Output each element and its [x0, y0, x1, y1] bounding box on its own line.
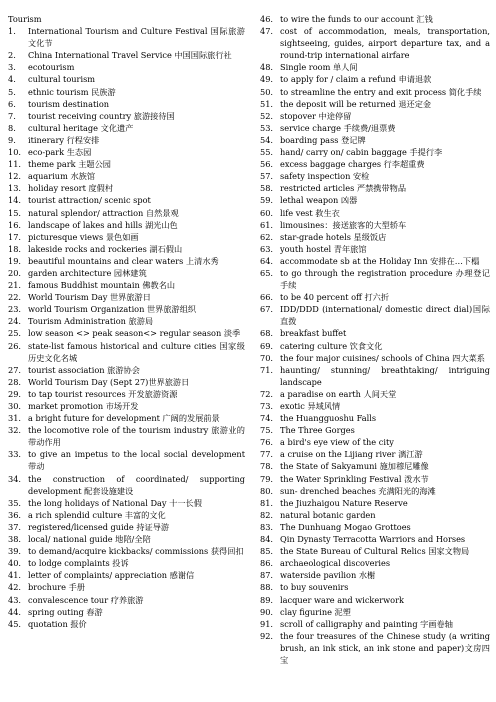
list-item: [260, 460, 490, 472]
item-text: the State Bureau of Cultural Relics 国家文物局: [280, 546, 470, 557]
list-item: [260, 497, 490, 509]
item-number: 84.: [260, 534, 274, 545]
item-text: world Tourism Organization 世界旅游组织: [28, 304, 197, 315]
item-number: 89.: [260, 594, 274, 605]
item-number: 85.: [260, 546, 274, 557]
item-text: cost of accommodation, meals, transportation, sightseeing, guides, airport departure tax, and a round-trip international airfare: [280, 26, 490, 61]
item-text: stopover 中途停留: [280, 110, 352, 121]
item-number: 58.: [260, 183, 274, 194]
item-number: 66.: [260, 292, 274, 303]
item-number: 1.: [8, 26, 16, 37]
list-item: [260, 340, 490, 352]
item-number: 53.: [260, 122, 274, 133]
item-number: 67.: [260, 304, 274, 315]
list-item: [8, 315, 245, 327]
item-number: 61.: [260, 219, 274, 230]
list-item: [260, 448, 490, 460]
list-item: [260, 606, 490, 618]
item-text: China International Travel Service 中国国际旅行社: [28, 50, 232, 61]
list-item: [8, 86, 245, 98]
item-number: 54.: [260, 134, 274, 145]
list-item: [8, 424, 245, 448]
item-text: quotation 报价: [28, 618, 87, 629]
list-item: [260, 25, 490, 61]
item-number: 86.: [260, 558, 274, 569]
item-number: 39.: [8, 546, 22, 557]
item-text: to give an impetus to the local social development 带动: [28, 449, 245, 472]
list-item: [260, 557, 490, 569]
list-item: [260, 231, 490, 243]
list-item: [8, 545, 245, 557]
list-item: [8, 134, 245, 146]
list-item: [260, 424, 490, 436]
list-item: [8, 73, 245, 85]
item-number: 7.: [8, 110, 16, 121]
item-text: the Huangguoshu Falls: [280, 413, 377, 424]
list-item: [260, 86, 490, 98]
list-item: [260, 182, 490, 194]
item-text: cultural tourism: [28, 74, 96, 85]
item-number: 56.: [260, 159, 274, 170]
item-text: the Water Sprinkling Festival 泼水节: [280, 473, 429, 484]
item-number: 29.: [8, 388, 22, 399]
item-text: service charge 手续费/退票费: [280, 122, 396, 133]
item-text: to buy souvenirs: [280, 582, 349, 593]
list-item: [8, 327, 245, 339]
item-text: holiday resort 度假村: [28, 183, 114, 194]
item-text: itinerary 行程安排: [28, 134, 100, 145]
list-item: [260, 219, 490, 231]
item-number: 46.: [260, 14, 274, 24]
item-number: 51.: [260, 98, 274, 109]
item-text: Single room 单人间: [280, 62, 358, 73]
item-text: International Tourism and Culture Festival 国际旅游文化节: [28, 26, 245, 49]
item-number: 87.: [260, 570, 274, 581]
item-number: 12.: [8, 171, 22, 182]
list-item: [8, 243, 245, 255]
item-text: theme park 主题公园: [28, 159, 111, 170]
item-text: tourist attraction/ scenic spot: [28, 195, 151, 206]
item-number: 62.: [260, 231, 274, 242]
item-text: Tourism Administration 旅游局: [28, 316, 154, 327]
item-number: 36.: [8, 509, 22, 520]
item-text: aquarium 水族馆: [28, 171, 96, 182]
item-text: to go through the registration procedure 办理登记手续: [280, 267, 490, 291]
list-item: [260, 73, 490, 85]
item-text: famous Buddhist mountain 佛教名山: [28, 280, 176, 291]
item-text: eco-park 生态园: [28, 147, 92, 158]
item-number: 27.: [8, 364, 22, 375]
item-text: hand/ carry on/ cabin baggage 手提行李: [280, 147, 443, 158]
item-number: 31.: [8, 413, 22, 424]
list-item: [260, 364, 490, 388]
item-text: to wire the funds to our account 汇钱: [280, 14, 433, 24]
item-text: ecotourism: [28, 62, 75, 73]
left-column: [8, 13, 245, 630]
item-text: star-grade hotels 星级饭店: [280, 231, 387, 242]
item-number: 37.: [8, 521, 22, 532]
list-item: [8, 497, 245, 509]
item-text: the construction of coordinated/ supporting development 配套设施建设: [28, 473, 245, 496]
item-number: 45.: [8, 618, 22, 629]
item-text: the Jiuzhaigou Nature Reserve: [280, 497, 408, 508]
item-number: 60.: [260, 207, 274, 218]
item-text: the deposit will be returned 退还定金: [280, 98, 432, 109]
item-number: 49.: [260, 74, 274, 85]
list-item: [260, 630, 490, 666]
list-item: [260, 521, 490, 533]
item-number: 16.: [8, 219, 22, 230]
item-text: excess baggage charges 行李超重费: [280, 159, 425, 170]
item-number: 72.: [260, 388, 274, 399]
list-item: [8, 557, 245, 569]
item-number: 24.: [8, 316, 22, 327]
item-number: 28.: [8, 376, 22, 387]
list-item: [8, 606, 245, 618]
list-item: [260, 569, 490, 581]
item-text: The Three Gorges: [280, 425, 355, 436]
list-item: [8, 473, 245, 497]
list-item: [8, 158, 245, 170]
item-number: 21.: [8, 280, 22, 291]
item-text: sun- drenched beaches 充满阳光的海滩: [280, 485, 436, 496]
item-text: market promotion 市场开发: [28, 401, 139, 411]
list-item: [8, 255, 245, 267]
list-item: [8, 122, 245, 134]
list-item: [8, 267, 245, 279]
list-item: [260, 255, 490, 267]
list-item: [8, 98, 245, 110]
item-number: 33.: [8, 449, 22, 460]
item-number: 83.: [260, 521, 274, 532]
list-item: [8, 618, 245, 630]
list-item: [8, 61, 245, 73]
list-item: [260, 194, 490, 206]
list-item: [8, 231, 245, 243]
list-item: [260, 110, 490, 122]
item-text: ethnic tourism 民族游: [28, 86, 116, 97]
item-text: IDD/DDD (international/ domestic direct dial)国际直拨: [280, 304, 490, 327]
item-text: exotic 异域风情: [280, 401, 341, 411]
item-number: 41.: [8, 570, 22, 581]
item-text: restricted articles 严禁携带物品: [280, 183, 407, 194]
list-item: [8, 569, 245, 581]
list-item: [260, 303, 490, 327]
list-item: [8, 194, 245, 206]
item-text: cultural heritage 文化遗产: [28, 122, 134, 133]
item-number: 13.: [8, 183, 22, 194]
item-number: 77.: [260, 449, 274, 460]
item-text: a cruise on the Lijiang river 漓江游: [280, 449, 423, 460]
item-text: brochure 手册: [28, 582, 85, 593]
item-number: 44.: [8, 606, 22, 617]
list-item: [8, 25, 245, 49]
list-item: [260, 473, 490, 485]
list-item: [260, 412, 490, 424]
item-number: 48.: [260, 62, 274, 73]
item-number: 52.: [260, 110, 274, 121]
item-text: tourist receiving country 旅游接待国: [28, 110, 175, 121]
item-number: 42.: [8, 582, 22, 593]
list-item: [8, 594, 245, 606]
list-item: [8, 533, 245, 545]
item-text: limousines：接送旅客的大型轿车: [280, 219, 407, 230]
item-text: the long holidays of National Day 十一长假: [28, 497, 202, 508]
item-text: youth hostel 青年旅馆: [280, 243, 367, 254]
vocabulary-list-left: [8, 25, 245, 630]
list-item: [260, 146, 490, 158]
item-text: the locomotive role of the tourism industry 旅游业的带动作用: [28, 425, 245, 448]
item-number: 80.: [260, 485, 274, 496]
item-number: 17.: [8, 231, 22, 242]
item-number: 35.: [8, 497, 22, 508]
list-item: [260, 170, 490, 182]
item-number: 34.: [8, 473, 22, 484]
item-text: breakfast buffet: [280, 328, 347, 339]
item-text: to lodge complaints 投诉: [28, 558, 129, 569]
item-text: to be 40 percent off 打六折: [280, 292, 390, 303]
list-item: [8, 146, 245, 158]
list-item: [260, 134, 490, 146]
list-item: [8, 291, 245, 303]
item-number: 5.: [8, 86, 16, 97]
item-number: 50.: [260, 86, 274, 97]
item-text: haunting/ stunning/ breathtaking/ intriguing landscape: [280, 364, 490, 387]
list-item: [260, 400, 490, 412]
item-number: 26.: [8, 340, 22, 351]
list-item: [8, 207, 245, 219]
item-number: 22.: [8, 292, 22, 303]
list-item: [260, 388, 490, 400]
item-text: the four treasures of the Chinese study (a writing brush, an ink stick, an ink stone and paper)文房四宝: [280, 630, 490, 665]
item-text: natural splendor/ attraction 自然景观: [28, 207, 179, 218]
item-text: lethal weapon 凶器: [280, 195, 358, 206]
item-number: 79.: [260, 473, 274, 484]
list-item: [8, 170, 245, 182]
item-number: 76.: [260, 437, 274, 448]
list-item: [8, 303, 245, 315]
item-text: a bright future for development 广阔的发展前景: [28, 413, 220, 424]
item-text: the four major cuisines/ schools of China 四大菜系: [280, 352, 485, 363]
item-text: spring outing 春游: [28, 606, 103, 617]
list-item: [260, 13, 490, 25]
list-item: [260, 243, 490, 255]
item-text: to streamline the entry and exit process 简化手续: [280, 86, 482, 97]
item-number: 14.: [8, 195, 22, 206]
item-number: 18.: [8, 243, 22, 254]
list-item: [260, 436, 490, 448]
item-number: 11.: [8, 159, 22, 170]
item-number: 19.: [8, 255, 22, 266]
item-number: 23.: [8, 304, 22, 315]
list-item: [8, 412, 245, 424]
item-text: World Tourism Day 世界旅游日: [28, 292, 151, 303]
list-item: [260, 352, 490, 364]
item-number: 71.: [260, 364, 274, 375]
item-text: lakeside rocks and rockeries 湖石假山: [28, 243, 183, 254]
item-text: state-list famous historical and culture cities 国家级历史文化名城: [28, 340, 245, 363]
item-number: 92.: [260, 630, 274, 641]
list-item: [260, 509, 490, 521]
item-number: 82.: [260, 509, 274, 520]
list-item: [8, 279, 245, 291]
item-number: 69.: [260, 340, 274, 351]
vocabulary-list-right: [260, 13, 490, 666]
item-number: 68.: [260, 328, 274, 339]
item-text: Qin Dynasty Terracotta Warriors and Horses: [280, 534, 466, 545]
item-number: 3.: [8, 62, 16, 73]
item-number: 10.: [8, 147, 22, 158]
list-item: [260, 122, 490, 134]
item-text: to apply for / claim a refund 申请退款: [280, 74, 432, 85]
item-text: the State of Sakyamuni 施加穆尼雕像: [280, 461, 429, 472]
item-number: 30.: [8, 401, 22, 411]
item-text: a rich splendid culture 丰富的文化: [28, 509, 166, 520]
list-item: [8, 340, 245, 364]
item-number: 78.: [260, 461, 274, 472]
item-text: to demand/acquire kickbacks/ commissions 获得回扣: [28, 546, 244, 557]
list-item: [260, 485, 490, 497]
item-number: 63.: [260, 243, 274, 254]
list-item: [8, 219, 245, 231]
item-text: waterside pavilion 水榭: [280, 570, 376, 581]
item-number: 9.: [8, 134, 16, 145]
item-text: letter of complaints/ appreciation 感谢信: [28, 570, 195, 581]
item-number: 75.: [260, 425, 274, 436]
item-text: tourism destination: [28, 98, 110, 109]
item-text: safety inspection 安检: [280, 171, 370, 182]
item-text: life vest 救生衣: [280, 207, 340, 218]
list-item: [260, 618, 490, 630]
list-item: [260, 545, 490, 557]
list-item: [8, 581, 245, 593]
document-heading: Tourism: [8, 14, 42, 24]
item-text: clay figurine 泥塑: [280, 606, 351, 617]
item-number: 32.: [8, 425, 22, 436]
list-item: [8, 448, 245, 472]
item-number: 47.: [260, 26, 274, 37]
item-text: World Tourism Day (Sept 27)世界旅游日: [28, 376, 190, 387]
item-number: 57.: [260, 171, 274, 182]
list-item: [8, 364, 245, 376]
item-number: 20.: [8, 267, 22, 278]
item-text: a paradise on earth 人间天堂: [280, 388, 397, 399]
item-text: to tap tourist resources 开发旅游资源: [28, 388, 178, 399]
list-item: [8, 49, 245, 61]
item-number: 65.: [260, 267, 274, 278]
item-number: 74.: [260, 413, 274, 424]
item-number: 38.: [8, 534, 22, 545]
list-item: [260, 207, 490, 219]
list-item: [260, 267, 490, 291]
item-number: 64.: [260, 255, 274, 266]
list-item: [8, 400, 245, 412]
item-text: landscape of lakes and hills 湖光山色: [28, 219, 178, 230]
right-column: [260, 13, 490, 666]
item-text: The Dunhuang Mogao Grottoes: [280, 521, 411, 532]
item-text: picturesque views 景色如画: [28, 231, 139, 242]
list-item: [260, 581, 490, 593]
item-text: registered/licensed guide 持证导游: [28, 521, 170, 532]
list-item: [260, 98, 490, 110]
item-number: 88.: [260, 582, 274, 593]
item-text: archaeological discoveries: [280, 558, 391, 569]
item-number: 90.: [260, 606, 274, 617]
item-text: a bird's eye view of the city: [280, 437, 394, 448]
item-number: 6.: [8, 98, 16, 109]
list-item: [260, 594, 490, 606]
item-text: local/ national guide 地陪/全陪: [28, 534, 151, 545]
item-number: 43.: [8, 594, 22, 605]
item-number: 4.: [8, 74, 16, 85]
item-number: 91.: [260, 618, 274, 629]
item-text: beautiful mountains and clear waters 上清水秀: [28, 255, 219, 266]
item-text: convalescence tour 疗养旅游: [28, 594, 144, 605]
item-text: boarding pass 登记牌: [280, 134, 366, 145]
item-number: 8.: [8, 122, 16, 133]
item-number: 15.: [8, 207, 22, 218]
list-item: [260, 533, 490, 545]
item-number: 40.: [8, 558, 22, 569]
item-text: accommodate sb at the Holiday Inn 安排在…下榻: [280, 255, 480, 266]
item-text: tourist association 旅游协会: [28, 364, 140, 375]
item-number: 59.: [260, 195, 274, 206]
item-text: natural botanic garden: [280, 509, 376, 520]
list-item: [260, 158, 490, 170]
list-item: [260, 291, 490, 303]
item-number: 25.: [8, 328, 22, 339]
list-item: [8, 388, 245, 400]
item-text: garden architecture 园林建筑: [28, 267, 147, 278]
item-number: 73.: [260, 401, 274, 411]
list-item: [8, 376, 245, 388]
list-item: [8, 509, 245, 521]
item-number: 70.: [260, 352, 274, 363]
item-number: 81.: [260, 497, 274, 508]
item-number: 2.: [8, 50, 16, 61]
item-text: low season <> peak season<> regular season 淡季: [28, 328, 241, 339]
item-text: lacquer ware and wickerwork: [280, 594, 404, 605]
item-text: catering culture 饮食文化: [280, 340, 383, 351]
item-text: scroll of calligraphy and painting 字画卷轴: [280, 618, 453, 629]
list-item: [8, 110, 245, 122]
list-item: [260, 327, 490, 339]
list-item: [260, 61, 490, 73]
list-item: [8, 521, 245, 533]
item-number: 55.: [260, 147, 274, 158]
list-item: [8, 182, 245, 194]
